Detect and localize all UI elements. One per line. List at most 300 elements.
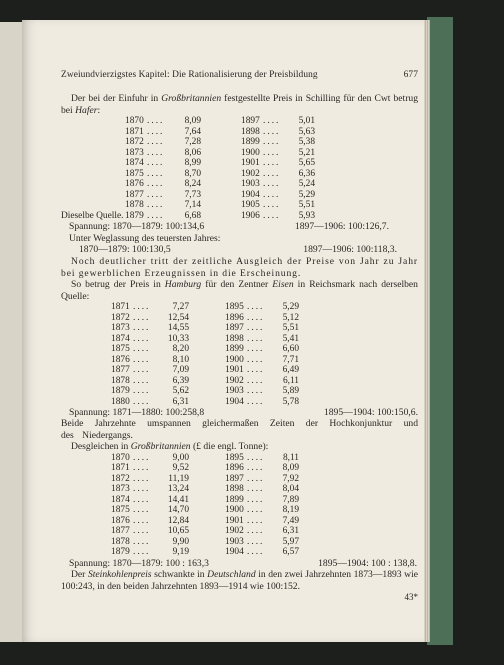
price-cell: 5,21 [298, 147, 315, 158]
year-cell: 1900 [225, 505, 244, 516]
gap-cell [299, 526, 418, 537]
year-cell: 1903 [225, 386, 244, 397]
price-cell: 5,29 [298, 189, 315, 200]
year-cell: 1871 [111, 463, 130, 474]
year-cell: 1873 [111, 323, 130, 334]
gap-cell [201, 211, 241, 222]
page-number: 677 [403, 70, 418, 80]
gap-cell [315, 190, 418, 201]
year-cell: 1904 [241, 189, 260, 200]
gap-cell [315, 169, 418, 180]
beide-paragraph: Beide Jahrzehnte umspannen gleichermaßen Zeiten der Hochkonjunktur und des Niedergangs. [61, 418, 418, 441]
row-lead [61, 547, 111, 558]
table-row [61, 537, 418, 548]
year-cell: 1872 [125, 137, 144, 148]
table-row [61, 211, 418, 222]
gap-cell [189, 386, 225, 397]
table-row [61, 127, 418, 138]
price-cell: 6,57 [282, 547, 299, 558]
gap-cell [315, 211, 418, 222]
gap-cell [299, 323, 418, 334]
dot-leader: .... [263, 126, 281, 137]
gap-cell [299, 334, 418, 345]
year-cell: 1902 [241, 168, 260, 179]
year-cell: 1897 [241, 116, 260, 127]
row-lead [61, 537, 111, 548]
year-cell: 1899 [225, 344, 244, 355]
gap-cell [201, 137, 241, 148]
price-cell: 8,24 [184, 179, 201, 190]
year-cell: 1878 [111, 375, 130, 386]
dot-leader: .... [147, 137, 165, 148]
dot-leader: .... [133, 333, 151, 344]
price-cell: 6,36 [298, 168, 315, 179]
year-cell: 1878 [125, 200, 144, 211]
dot-leader: .... [247, 386, 265, 397]
price-cell: 7,71 [282, 354, 299, 365]
row-lead [61, 323, 111, 334]
dot-leader: .... [133, 473, 151, 484]
table-row [61, 179, 418, 190]
gap-cell [189, 463, 225, 474]
price-cell: 8,04 [282, 484, 299, 495]
gb-paragraph: Desgleichen in Großbritannien (£ die engl. Tonne): [71, 441, 269, 453]
year-cell: 1895 [225, 452, 244, 463]
price-cell: 9,52 [172, 463, 189, 474]
year-cell: 1897 [225, 323, 244, 334]
gb-price-table [61, 453, 418, 558]
price-cell: 9,90 [172, 536, 189, 547]
dot-leader: .... [147, 210, 165, 221]
price-cell: 6,39 [172, 375, 189, 386]
place-name: Deutschland [207, 569, 256, 581]
dot-leader: .... [147, 126, 165, 137]
year-cell: 1904 [225, 547, 244, 558]
hamburg-paragraph: So betrug der Preis in Hamburg für den Zentner Eisen in Reichsmark nach derselben Quelle: [61, 279, 418, 302]
dot-leader: .... [263, 179, 281, 190]
row-lead [61, 116, 125, 127]
dot-leader: .... [133, 312, 151, 323]
year-cell: 1905 [241, 200, 260, 211]
gap-cell [299, 474, 418, 485]
table-row [61, 158, 418, 169]
dot-leader: .... [147, 200, 165, 211]
dot-leader: .... [247, 505, 265, 516]
gap-cell [189, 365, 225, 376]
table-row [61, 355, 418, 366]
gap-cell [299, 344, 418, 355]
gap-cell [299, 453, 418, 464]
price-cell: 6,31 [282, 526, 299, 537]
dot-leader: .... [133, 452, 151, 463]
year-cell: 1901 [241, 158, 260, 169]
dot-leader: .... [247, 515, 265, 526]
row-lead [61, 179, 125, 190]
year-cell: 1904 [225, 396, 244, 407]
gap-cell [189, 495, 225, 506]
signature-mark: 43* [404, 591, 418, 602]
price-cell: 10,33 [167, 333, 189, 344]
product-name: Hafer [75, 104, 98, 116]
gb-spannung: Spannung: 1870—1879: 100 : 163,3 1895—1904: 100 : 138,8. [69, 557, 417, 569]
row-lead [61, 344, 111, 355]
gap-cell [299, 495, 418, 506]
dot-leader: .... [247, 344, 265, 355]
gap-cell [189, 376, 225, 387]
dot-leader: .... [263, 137, 281, 148]
dot-leader: .... [263, 116, 281, 127]
table-row [61, 505, 418, 516]
price-cell: 6,31 [172, 396, 189, 407]
gap-cell [299, 505, 418, 516]
gap-cell [315, 158, 418, 169]
price-cell: 11,19 [168, 473, 189, 484]
dot-leader: .... [133, 494, 151, 505]
gap-cell [189, 302, 225, 313]
row-lead [61, 302, 111, 313]
year-cell: 1872 [111, 473, 130, 484]
gap-cell [189, 397, 225, 408]
gap-cell [189, 453, 225, 464]
row-lead [61, 484, 111, 495]
year-cell: 1899 [225, 494, 244, 505]
table-row [61, 386, 418, 397]
year-cell: 1906 [241, 210, 260, 221]
gap-cell [201, 116, 241, 127]
year-cell: 1876 [111, 515, 130, 526]
price-cell: 5,24 [298, 179, 315, 190]
gap-cell [299, 302, 418, 313]
gap-cell [201, 169, 241, 180]
dot-leader: .... [247, 536, 265, 547]
gap-cell [189, 313, 225, 324]
price-cell: 6,60 [282, 344, 299, 355]
dot-leader: .... [133, 547, 151, 558]
gap-cell [299, 355, 418, 366]
year-cell: 1872 [111, 312, 130, 323]
year-cell: 1877 [125, 189, 144, 200]
table-row [61, 484, 418, 495]
place-name: Großbritannien [130, 441, 191, 453]
year-cell: 1870 [125, 116, 144, 127]
dot-leader: .... [133, 354, 151, 365]
gap-cell [315, 200, 418, 211]
year-cell: 1876 [111, 354, 130, 365]
dot-leader: .... [147, 168, 165, 179]
gap-cell [299, 463, 418, 474]
price-cell: 7,27 [172, 302, 189, 313]
price-cell: 5,12 [282, 312, 299, 323]
price-cell: 5,89 [282, 386, 299, 397]
year-cell: 1898 [225, 333, 244, 344]
row-lead [61, 127, 125, 138]
price-cell: 14,41 [167, 494, 189, 505]
dot-leader: .... [147, 158, 165, 169]
dot-leader: .... [247, 526, 265, 537]
dot-leader: .... [133, 344, 151, 355]
price-cell: 6,49 [282, 365, 299, 376]
gap-cell [189, 323, 225, 334]
year-cell: 1879 [111, 547, 130, 558]
table-row [61, 474, 418, 485]
price-cell: 8,06 [184, 147, 201, 158]
year-cell: 1873 [125, 147, 144, 158]
price-cell: 6,68 [184, 210, 201, 221]
table-row [61, 547, 418, 558]
gap-cell [299, 484, 418, 495]
place-name: Hamburg [164, 279, 202, 291]
price-cell: 5,62 [172, 386, 189, 397]
gap-cell [189, 537, 225, 548]
year-cell: 1902 [225, 375, 244, 386]
price-cell: 7,64 [184, 126, 201, 137]
eisen-spannung: Spannung: 1871—1880: 100:258,8 1895—1904: 100:150,6. [69, 407, 418, 419]
dot-leader: .... [263, 158, 281, 169]
price-cell: 5,93 [298, 210, 315, 221]
year-cell: 1874 [111, 333, 130, 344]
table-row [61, 148, 418, 159]
price-cell: 6,11 [282, 375, 299, 386]
row-lead [61, 200, 125, 211]
year-cell: 1877 [111, 526, 130, 537]
gap-cell [315, 137, 418, 148]
year-cell: 1898 [241, 126, 260, 137]
row-lead: Dieselbe Quelle. [61, 210, 124, 221]
gap-cell [299, 376, 418, 387]
year-cell: 1898 [225, 484, 244, 495]
price-cell: 7,28 [184, 137, 201, 148]
price-cell: 5,51 [298, 200, 315, 211]
year-cell: 1871 [111, 302, 130, 313]
row-lead [61, 365, 111, 376]
gap-cell [299, 516, 418, 527]
row-lead [61, 505, 111, 516]
dot-leader: .... [247, 547, 265, 558]
dot-leader: .... [133, 375, 151, 386]
table-row [61, 516, 418, 527]
price-cell: 7,73 [184, 189, 201, 200]
table-row [61, 313, 418, 324]
gap-cell [189, 355, 225, 366]
gap-cell [189, 484, 225, 495]
row-lead [61, 313, 111, 324]
year-cell: 1875 [125, 168, 144, 179]
dot-leader: .... [147, 189, 165, 200]
row-lead [61, 453, 111, 464]
dot-leader: .... [133, 463, 151, 474]
gap-cell [299, 397, 418, 408]
page-text [61, 70, 418, 603]
dot-leader: .... [133, 323, 151, 334]
year-cell: 1896 [225, 312, 244, 323]
gap-cell [315, 116, 418, 127]
price-cell: 5,63 [298, 126, 315, 137]
product-name: Eisen [272, 279, 294, 291]
row-lead [61, 137, 125, 148]
year-cell: 1880 [111, 396, 130, 407]
dot-leader: .... [247, 375, 265, 386]
price-cell: 8,11 [282, 452, 299, 463]
price-cell: 7,09 [172, 365, 189, 376]
dot-leader: .... [133, 526, 151, 537]
gap-cell [189, 474, 225, 485]
year-cell: 1902 [225, 526, 244, 537]
dot-leader: .... [247, 473, 265, 484]
year-cell: 1903 [225, 536, 244, 547]
gap-cell [201, 179, 241, 190]
year-cell: 1895 [225, 302, 244, 313]
dot-leader: .... [133, 536, 151, 547]
table-row [61, 116, 418, 127]
year-cell: 1878 [111, 536, 130, 547]
gap-cell [189, 344, 225, 355]
table-row [61, 495, 418, 506]
year-cell: 1876 [125, 179, 144, 190]
gap-cell [299, 365, 418, 376]
year-cell: 1877 [111, 365, 130, 376]
table-row [61, 190, 418, 201]
row-lead [61, 516, 111, 527]
gap-cell [201, 148, 241, 159]
dot-leader: .... [247, 396, 265, 407]
price-cell: 7,92 [282, 473, 299, 484]
gap-cell [315, 179, 418, 190]
page-stack-edges [424, 20, 430, 642]
row-lead [61, 355, 111, 366]
table-row [61, 376, 418, 387]
table-row [61, 365, 418, 376]
table-row [61, 200, 418, 211]
year-cell: 1871 [125, 126, 144, 137]
table-row [61, 397, 418, 408]
gap-cell [189, 516, 225, 527]
year-cell: 1875 [111, 505, 130, 516]
year-cell: 1903 [241, 179, 260, 190]
dot-leader: .... [247, 463, 265, 474]
table-row [61, 344, 418, 355]
dot-leader: .... [133, 505, 151, 516]
gap-cell [201, 127, 241, 138]
gap-cell [299, 547, 418, 558]
price-cell: 7,89 [282, 494, 299, 505]
price-cell: 5,29 [282, 302, 299, 313]
dot-leader: .... [263, 210, 281, 221]
gap-cell [201, 190, 241, 201]
table-row [61, 169, 418, 180]
row-lead [61, 158, 125, 169]
year-cell: 1897 [225, 473, 244, 484]
dot-leader: .... [133, 396, 151, 407]
price-cell: 5,97 [282, 536, 299, 547]
gap-cell [189, 526, 225, 537]
noch-paragraph: Noch deutlicher tritt der zeitliche Ausgleich der Preise von Jahr zu Jahr bei gewerblichen Erzeugnissen in die Erscheinung. [61, 256, 418, 279]
eisen-price-table [61, 302, 418, 407]
gap-cell [315, 127, 418, 138]
table-row [61, 334, 418, 345]
price-cell: 7,14 [184, 200, 201, 211]
price-cell: 8,19 [282, 505, 299, 516]
year-cell: 1900 [225, 354, 244, 365]
product-name: Steinkohlenpreis [87, 569, 152, 581]
dot-leader: .... [263, 147, 281, 158]
row-lead [61, 463, 111, 474]
table-row [61, 302, 418, 313]
row-lead [61, 334, 111, 345]
steinkohle-paragraph: Der Steinkohlenpreis schwankte in Deutschland in den zwei Jahrzehnten 1873—1893 wie 100:243, in den beiden Jahrzehnten 1893—1914 wie 100:152. [61, 569, 418, 592]
price-cell: 14,55 [167, 323, 189, 334]
year-cell: 1873 [111, 484, 130, 495]
dot-leader: .... [247, 494, 265, 505]
year-cell: 1874 [111, 494, 130, 505]
price-cell: 8,70 [184, 168, 201, 179]
dot-leader: .... [247, 302, 265, 313]
price-cell: 14,70 [167, 505, 189, 516]
price-cell: 5,65 [298, 158, 315, 169]
price-cell: 8,09 [184, 116, 201, 127]
place-name: Großbritannien [161, 93, 222, 105]
price-cell: 5,41 [282, 333, 299, 344]
year-cell: 1879 [125, 210, 144, 221]
row-lead [61, 148, 125, 159]
dot-leader: .... [263, 168, 281, 179]
price-cell: 7,49 [282, 515, 299, 526]
intro-paragraph: Der bei der Einfuhr in Großbritannien festgestellte Preis in Schilling für den Cwt betrug bei Hafer: [61, 93, 418, 116]
dot-leader: .... [133, 302, 151, 313]
row-lead [61, 190, 125, 201]
dot-leader: .... [263, 200, 281, 211]
weglassung-spannung: 1870—1879: 100:130,5 1897—1906: 100:118,3. [79, 244, 397, 256]
dot-leader: .... [247, 354, 265, 365]
price-cell: 8,20 [172, 344, 189, 355]
price-cell: 8,10 [172, 354, 189, 365]
dot-leader: .... [247, 484, 265, 495]
hafer-spannung: Spannung: 1870—1879: 100:134,6 1897—1906: 100:126,7. [69, 221, 389, 233]
dot-leader: .... [147, 116, 165, 127]
price-cell: 9,00 [172, 452, 189, 463]
gap-cell [299, 386, 418, 397]
dot-leader: .... [133, 515, 151, 526]
row-lead [61, 474, 111, 485]
running-title: Zweiundvierzigstes Kapitel: Die Rationalisierung der Preisbildung [61, 70, 318, 80]
price-cell: 12,84 [167, 515, 189, 526]
dot-leader: .... [133, 386, 151, 397]
dot-leader: .... [247, 312, 265, 323]
table-row [61, 463, 418, 474]
year-cell: 1879 [111, 386, 130, 397]
dot-leader: .... [247, 365, 265, 376]
row-lead [61, 386, 111, 397]
dot-leader: .... [247, 323, 265, 334]
price-cell: 5,51 [282, 323, 299, 334]
row-lead [61, 376, 111, 387]
table-row [61, 526, 418, 537]
year-cell: 1874 [125, 158, 144, 169]
row-lead [61, 495, 111, 506]
year-cell: 1901 [225, 515, 244, 526]
book-cover-edge [427, 17, 453, 645]
dot-leader: .... [263, 189, 281, 200]
hafer-price-table [61, 116, 418, 221]
table-row [61, 323, 418, 334]
price-cell: 9,19 [172, 547, 189, 558]
gap-cell [299, 537, 418, 548]
year-cell: 1900 [241, 147, 260, 158]
dot-leader: .... [147, 147, 165, 158]
dot-leader: .... [133, 484, 151, 495]
year-cell: 1870 [111, 452, 130, 463]
price-cell: 5,01 [298, 116, 315, 127]
running-header [61, 70, 418, 81]
